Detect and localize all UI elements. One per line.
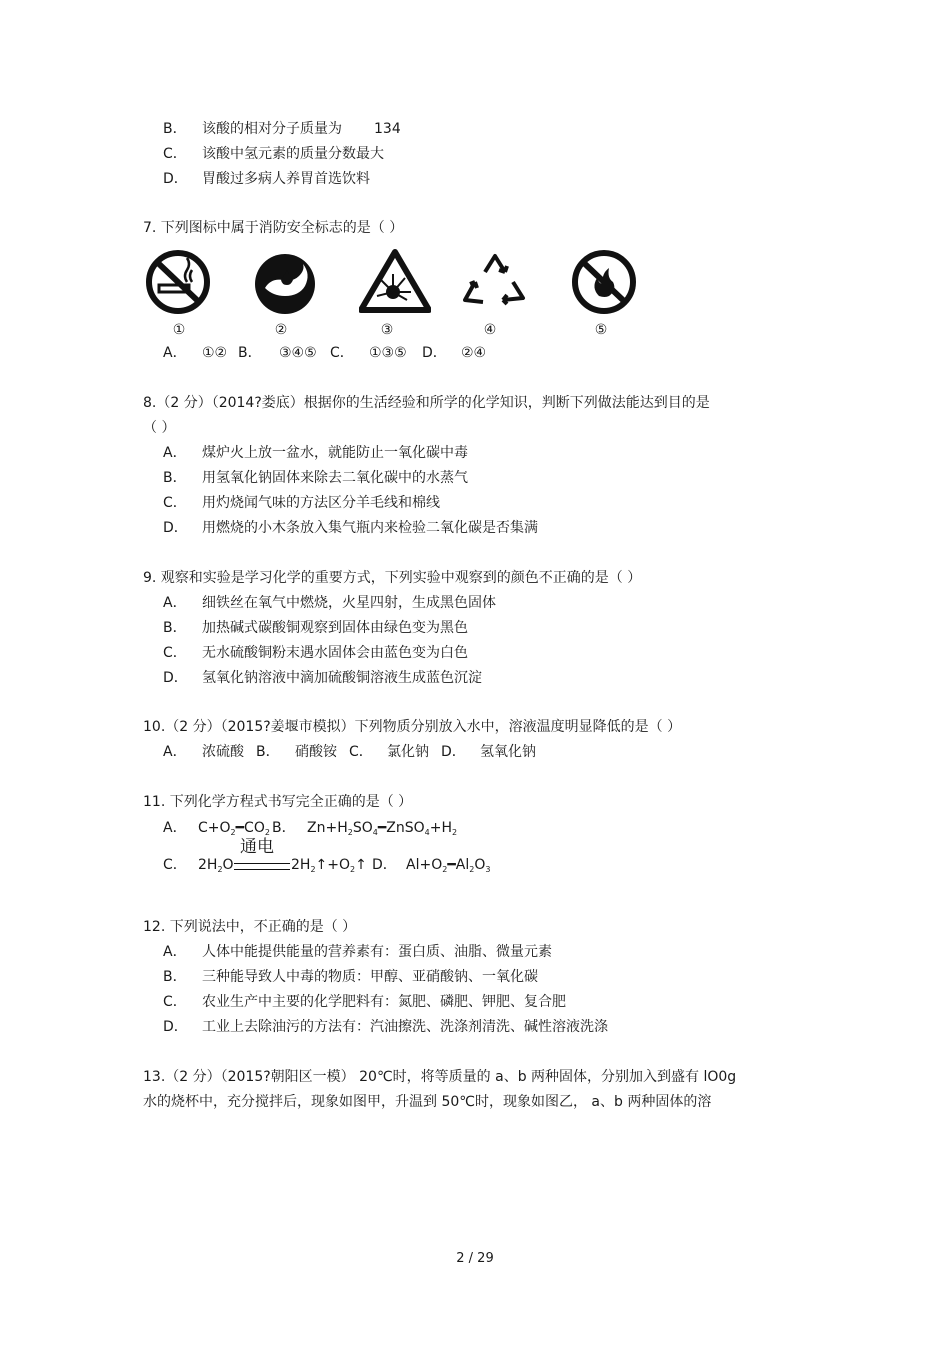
- q6-option-d-text: 胃酸过多病人养胃首选饮料: [202, 171, 370, 187]
- q7-icon-number-3: ③: [380, 322, 394, 338]
- q7-icon-number-5: ⑤: [594, 322, 608, 338]
- q11-option-a-key: A．: [163, 820, 187, 836]
- no-fire-icon: [569, 248, 641, 320]
- q7-icon-row: [143, 248, 663, 343]
- q13-stem-line1: 13.（2 分）（2015?朝阳区一模） 20℃时，将等质量的 a、b 两种固体，分别加入到盛有 lO0g: [143, 1069, 737, 1085]
- q11-d-subscript: 2: [442, 865, 448, 874]
- q11-c-part: ↑+O: [315, 857, 351, 873]
- q11-stem: 11. 下列化学方程式书写完全正确的是（ ）: [143, 794, 413, 810]
- q11-option-b-key: B．: [272, 820, 296, 836]
- q11-c-subscript: 2: [310, 865, 316, 874]
- q8-option-b-key: B．: [163, 470, 187, 486]
- q6-option-d-key: D．: [163, 171, 188, 187]
- q9-option-c-text: 无水硫酸铜粉末遇水固体会由蓝色变为白色: [202, 645, 468, 661]
- q12-option-c-text: 农业生产中主要的化学肥料有：氮肥、磷肥、钾肥、复合肥: [202, 994, 566, 1010]
- q11-option-d-equation: [406, 856, 490, 879]
- q9-option-b-key: B．: [163, 620, 187, 636]
- q11-d-subscript: 2: [469, 865, 475, 874]
- q11-option-c-key: C．: [163, 857, 187, 873]
- q11-b-part: +H: [429, 820, 452, 836]
- q7-option-b-key: B．: [238, 345, 262, 361]
- q8-option-a-text: 煤炉火上放一盆水，就能防止一氧化碳中毒: [202, 445, 468, 461]
- q11-a-subscript: 2: [230, 828, 236, 837]
- q8-option-d-text: 用燃烧的小木条放入集气瓶内来检验二氧化碳是否集满: [202, 520, 538, 536]
- q11-c-subscript: 2: [217, 865, 223, 874]
- q11-d-subscript: 3: [485, 865, 491, 874]
- page-number: 2 / 29: [456, 1251, 494, 1266]
- q9-option-d-text: 氢氧化钠溶液中滴加硫酸铜溶液生成蓝色沉淀: [202, 670, 482, 686]
- q7-stem: 7. 下列图标中属于消防安全标志的是（ ）: [143, 220, 404, 236]
- q12-option-d-text: 工业上去除油污的方法有：汽油擦洗、洗涤剂清洗、碱性溶液洗涤: [202, 1019, 608, 1035]
- q11-b-subscript: 2: [452, 828, 458, 837]
- q10-stem: 10.（2 分）（2015?姜堰市模拟）下列物质分别放入水中，溶液温度明显降低的是（ ）: [143, 719, 682, 735]
- q11-b-subscript: 2: [347, 828, 353, 837]
- q7-option-c: ①③⑤: [369, 345, 407, 361]
- water-saving-icon: [251, 248, 323, 320]
- q6-option-c-text: 该酸中氢元素的质量分数最大: [202, 146, 384, 162]
- q6-option-b-text: 该酸的相对分子质量为: [202, 121, 342, 137]
- q12-option-d-key: D．: [163, 1019, 188, 1035]
- q11-option-c-product: [291, 856, 367, 879]
- q7-icon-number-2: ②: [274, 322, 288, 338]
- q11-c-part: ↑: [355, 857, 367, 873]
- explosive-warning-icon: [359, 248, 431, 320]
- q8-option-c-key: C．: [163, 495, 187, 511]
- q13-stem-line2: 水的烧杯中，充分搅拌后，现象如图甲，升温到 50℃时，现象如图乙， a、b 两种固体的溶: [143, 1094, 712, 1110]
- q6-option-b-key: B．: [163, 121, 187, 137]
- q11-d-part: Al+O: [406, 857, 443, 873]
- q7-option-a-key: A．: [163, 345, 187, 361]
- q7-option-c-key: C．: [330, 345, 354, 361]
- q9-option-c-key: C．: [163, 645, 187, 661]
- q11-a-subscript: 2: [264, 828, 270, 837]
- q10-option-b: 硝酸铵: [295, 744, 337, 760]
- q10-option-c: 氯化钠: [387, 744, 429, 760]
- q11-b-subscript: 4: [372, 828, 378, 837]
- recycle-icon: [459, 248, 531, 320]
- q10-option-d-key: D．: [441, 744, 466, 760]
- q11-b-subscript: 4: [424, 828, 430, 837]
- no-smoking-icon: [143, 248, 215, 320]
- q11-option-d-key: D．: [372, 857, 397, 873]
- q12-stem: 12. 下列说法中，不正确的是（ ）: [143, 919, 357, 935]
- q7-option-d: ②④: [461, 345, 487, 361]
- q9-stem: 9. 观察和实验是学习化学的重要方式，下列实验中观察到的颜色不正确的是（ ）: [143, 570, 642, 586]
- q12-option-a-text: 人体中能提供能量的营养素有：蛋白质、油脂、微量元素: [202, 944, 552, 960]
- q6-option-b-value: 134: [374, 121, 401, 137]
- q11-c-part: 2H: [198, 857, 218, 873]
- q7-option-a: ①②: [202, 345, 228, 361]
- q11-option-b-equation: [307, 819, 457, 842]
- q8-stem: 8.（2 分）（2014?娄底）根据你的生活经验和所学的化学知识，判断下列做法能达到目的是: [143, 395, 710, 411]
- q6-option-c-key: C．: [163, 146, 187, 162]
- q11-b-part: SO: [352, 820, 373, 836]
- q10-option-a: 浓硫酸: [202, 744, 244, 760]
- q10-option-b-key: B．: [256, 744, 280, 760]
- q11-d-part: O: [474, 857, 486, 873]
- q12-option-a-key: A．: [163, 944, 187, 960]
- q11-b-part: ━ZnSO: [377, 820, 425, 836]
- q8-option-a-key: A．: [163, 445, 187, 461]
- q11-b-part: Zn+H: [307, 820, 348, 836]
- q11-a-part: ━CO: [235, 820, 265, 836]
- q11-c-part: O: [222, 857, 234, 873]
- q11-option-c-condition: 通电: [240, 837, 274, 857]
- q12-option-b-key: B．: [163, 969, 187, 985]
- q7-option-d-key: D．: [422, 345, 447, 361]
- q7-icon-number-1: ①: [172, 322, 186, 338]
- q12-option-c-key: C．: [163, 994, 187, 1010]
- q11-d-part: ━Al: [447, 857, 470, 873]
- q10-option-d: 氢氧化钠: [480, 744, 536, 760]
- q9-option-a-text: 细铁丝在氧气中燃烧，火星四射，生成黑色固体: [202, 595, 496, 611]
- q11-c-subscript: 2: [350, 865, 356, 874]
- q9-option-d-key: D．: [163, 670, 188, 686]
- q7-icon-number-4: ④: [483, 322, 497, 338]
- q7-option-b: ③④⑤: [279, 345, 317, 361]
- q9-option-b-text: 加热碱式碳酸铜观察到固体由绿色变为黑色: [202, 620, 468, 636]
- q8-option-d-key: D．: [163, 520, 188, 536]
- q8-option-b-text: 用氢氧化钠固体来除去二氧化碳中的水蒸气: [202, 470, 468, 486]
- q8-option-c-text: 用灼烧闻气味的方法区分羊毛线和棉线: [202, 495, 440, 511]
- q12-option-b-text: 三种能导致人中毒的物质：甲醇、亚硝酸钠、一氧化碳: [202, 969, 538, 985]
- q9-option-a-key: A．: [163, 595, 187, 611]
- q11-c-part: 2H: [291, 857, 311, 873]
- q11-a-part: C+O: [198, 820, 231, 836]
- q11-option-c-reactant: [198, 856, 234, 879]
- q11-option-c-arrow: [234, 863, 290, 870]
- q8-stem-bracket: （ ）: [143, 420, 176, 436]
- q10-option-c-key: C．: [349, 744, 373, 760]
- q10-option-a-key: A．: [163, 744, 187, 760]
